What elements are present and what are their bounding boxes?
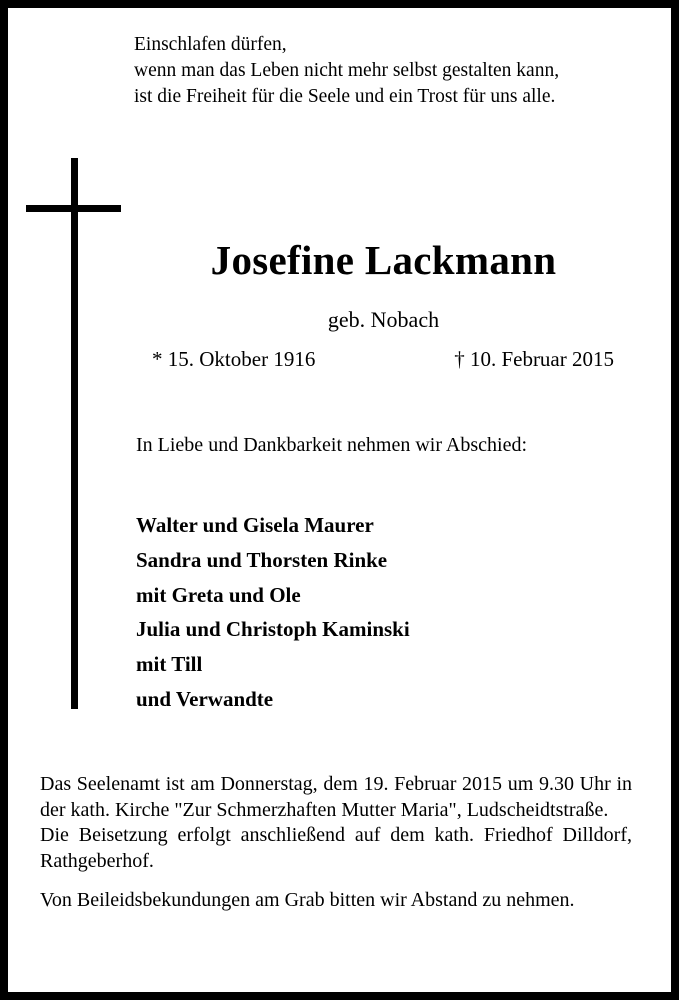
service-mass-info: Das Seelenamt ist am Donnerstag, dem 19. Februar 2015 um 9.30 Uhr in der kath. Kirche "Zur Schmerzhaften Mutter Maria", Ludscheidtstraße.	[40, 773, 632, 821]
birth-date: * 15. Oktober 1916	[152, 347, 316, 371]
epigraph-line-3: ist die Freiheit für die Seele und ein Trost für uns alle.	[134, 86, 556, 107]
epigraph-line-2: wenn man das Leben nicht mehr selbst gestalten kann,	[134, 60, 560, 81]
service-details	[40, 772, 632, 914]
service-request-info: Von Beileidsbekundungen am Grab bitten wir Abstand zu nehmen.	[40, 889, 575, 911]
death-date: † 10. Februar 2015	[454, 347, 614, 371]
deceased-name: Josefine Lackmann	[210, 237, 557, 283]
epigraph-verse	[134, 32, 634, 110]
latin-cross-crossbar	[26, 205, 121, 212]
service-burial-info: Die Beisetzung erfolgt anschließend auf dem kath. Friedhof Dilldorf, Rathgeberhof.	[40, 824, 632, 872]
deceased-maiden-name: geb. Nobach	[327, 307, 440, 332]
mourner-line: Walter und Gisela Maurer	[136, 513, 374, 537]
mourners-list	[136, 508, 616, 717]
dedication-text: In Liebe und Dankbarkeit nehmen wir Abschied:	[136, 434, 527, 456]
mourner-line: Julia und Christoph Kaminski	[136, 617, 410, 642]
mourner-line: Sandra und Thorsten Rinke	[136, 547, 388, 572]
mourner-line: und Verwandte	[136, 686, 274, 711]
mourner-line: mit Till	[136, 652, 203, 677]
latin-cross-icon	[71, 158, 78, 709]
service-paragraph-gap	[40, 874, 632, 888]
epigraph-line-1: Einschlafen dürfen,	[134, 34, 287, 55]
mourner-line: mit Greta und Ole	[136, 582, 301, 607]
life-dates	[152, 345, 614, 373]
